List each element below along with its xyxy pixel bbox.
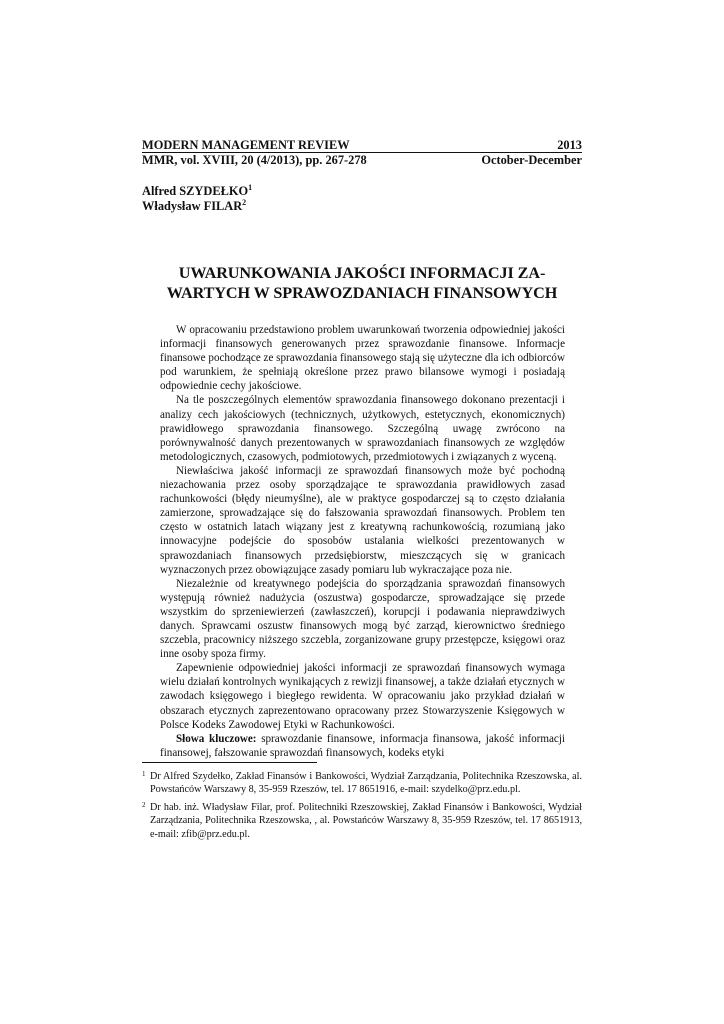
keywords-label: Słowa kluczowe: bbox=[176, 732, 257, 745]
author-name: Alfred SZYDEŁKO bbox=[142, 184, 249, 198]
journal-period: October-December bbox=[481, 153, 582, 167]
paper-title bbox=[142, 264, 582, 303]
footnote-1 bbox=[142, 770, 582, 797]
journal-citation: MMR, vol. XVIII, 20 (4/2013), pp. 267-278 bbox=[142, 153, 367, 167]
footnote-2 bbox=[142, 801, 582, 841]
abstract-paragraph-5: Zapewnienie odpowiedniej jakości informacji ze sprawozdań finansowych wymaga wielu działań kontrolnych wynikających z rewizji finansowej, a także działań etycznych w zawodach księgowego i biegłego rewidenta. W opracowaniu jako przykład działań w obszarach etycznych zaprezentowano opracowany przez Stowarzyszenie Księgowych w Polsce Kodeks Zawodowej Etyki w Rachunkowości. bbox=[160, 662, 565, 731]
footnotes bbox=[142, 770, 582, 845]
footnote-rule bbox=[142, 762, 317, 763]
journal-name: MODERN MANAGEMENT REVIEW bbox=[142, 138, 350, 152]
footnote-mark: 1 bbox=[142, 770, 146, 778]
running-header bbox=[142, 138, 582, 168]
author-name: Władysław FILAR bbox=[142, 198, 243, 213]
keywords bbox=[160, 732, 565, 760]
abstract-paragraph-1: W opracowaniu przedstawiono problem uwarunkowań tworzenia odpowiedniej jakości informacji finansowych generowanych przez sprawozdanie finansowe. Informacje finansowe pochodzące ze sprawozdania finansowego stają się użyteczne dla ich odbiorców pod warunkiem, że spełniają określone przez prawo bilansowe wymogi i posiadają odpowiednie cechy jakościowe. bbox=[160, 324, 565, 393]
abstract-paragraph-2: Na tle poszczególnych elementów sprawozdania finansowego dokonano prezentacji i analizy cech jakościowych (technicznych, użytkowych, estetycznych, ekonomicznych) prawidłowego sprawozdania finansowego. Szczególną uwagę zwrócono na porównywalność danych prezentowanych w sprawozdaniach finansowych ze względów metodologicznych, czasowych, podmiotowych, przedmiotowych i związanych z wyceną. bbox=[160, 394, 565, 463]
keywords-list: sprawozdanie finansowe, informacja finansowa, jakość informacji finansowej, fałszowanie sprawozdań finansowych, kodeks etyki bbox=[160, 732, 565, 759]
header-row-journal bbox=[142, 138, 582, 153]
abstract-paragraph-4: Niezależnie od kreatywnego podejścia do sporządzania sprawozdań finansowych występują również nadużycia (oszustwa) gospodarcze, sprowadzające się przede wszystkim do sprzeniewierzeń (zawłaszczeń), korupcji i podawania nieprawdziwych danych. Sprawcami oszustw finansowych mogą być zarząd, kierownictwo średniego szczebla, pracownicy niższego szczebla, zorganizowane grupy przestępcze, księgowi oraz inne osoby spoza firmy. bbox=[160, 577, 565, 661]
journal-year: 2013 bbox=[557, 138, 582, 152]
footnote-text: Dr Alfred Szydełko, Zakład Finansów i Bankowości, Wydział Zarządzania, Politechnika Rzeszowska, al. Powstańców Warszawy 8, 35-959 Rzeszów, tel. 17 8651916, e-mail: szydelko@prz.edu.pl. bbox=[150, 771, 582, 796]
footnote-text: Dr hab. inż. Władysław Filar, prof. Politechniki Rzeszowskiej, Zakład Finansów i Bankowości, Wydział Zarządzania, Politechnika Rzeszowska, , al. Powstańców Warszawy 8, 35-959 Rzeszów, tel. 17 8651913, e-mail: zfib@prz.edu.pl. bbox=[150, 801, 582, 840]
author-2 bbox=[142, 199, 252, 214]
author-footnote-mark: 1 bbox=[248, 183, 253, 192]
abstract-paragraph-3: Niewłaściwa jakość informacji ze sprawozdań finansowych może być pochodną niezachowania przez osoby sporządzające te sprawozdania prawidłowych zasad rachunkowości (błędy nieumyślne), ale w praktyce gospodarczej są to często działania zamierzone, sprowadzające się do fałszowania sprawozdań finansowych. Problem ten często w ostatnich latach wiązany jest z kreatywną rachunkowością, rozumianą jako innowacyjne podejście do sposobów ustalania wielkości prezentowanych w sprawozdaniach finansowych przedsiębiorstw, mieszczących się w granicach wyznaczonych przez obowiązujące zasady pomiaru lub wykraczające poza nie. bbox=[160, 464, 565, 576]
title-line-1: UWARUNKOWANIA JAKOŚCI INFORMACJI ZA- bbox=[178, 264, 546, 282]
author-1 bbox=[142, 184, 252, 199]
author-list bbox=[142, 184, 252, 213]
header-row-citation bbox=[142, 153, 582, 168]
author-footnote-mark: 2 bbox=[242, 197, 247, 207]
footnote-mark: 2 bbox=[142, 800, 146, 809]
abstract bbox=[160, 323, 565, 760]
title-line-2: WARTYCH W SPRAWOZDANIACH FINANSOWYCH bbox=[166, 283, 558, 302]
